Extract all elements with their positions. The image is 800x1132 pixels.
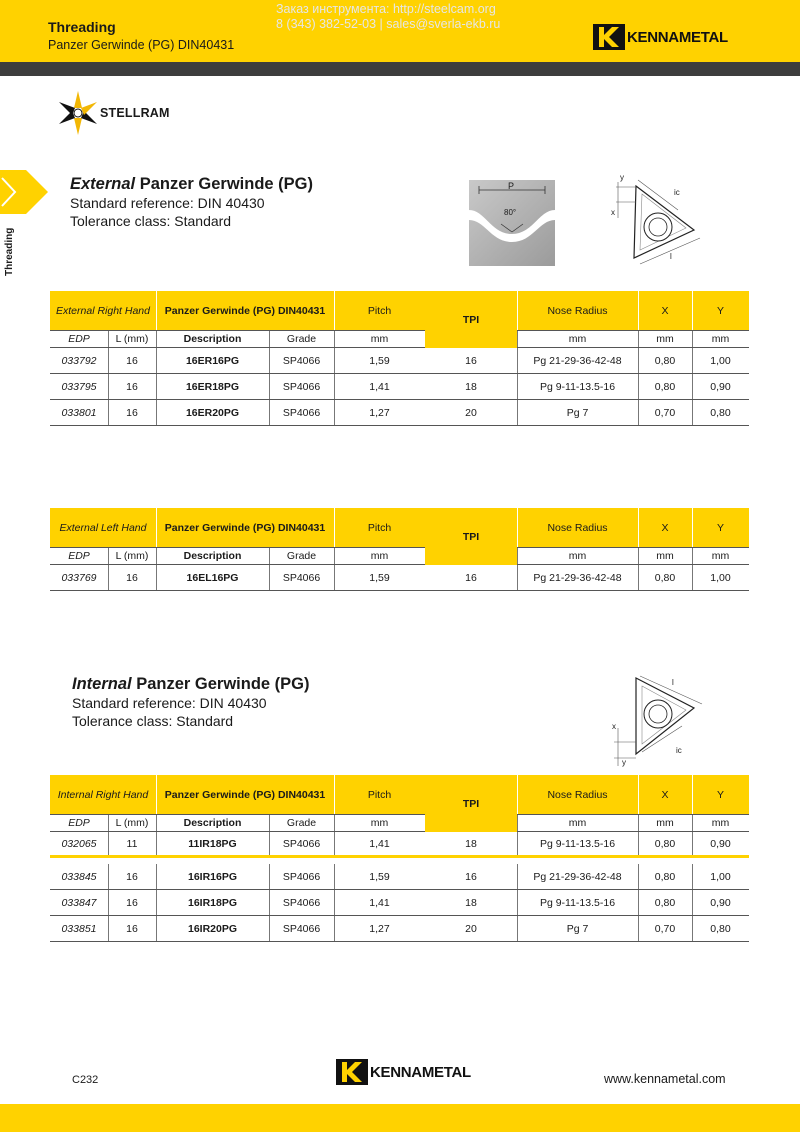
internal-insert-diagram (606, 668, 706, 768)
unit-cell: mm (568, 817, 587, 829)
pitch-header: Pitch (367, 304, 392, 317)
table-cell: 11IR18PG (188, 837, 237, 850)
table-cell: SP4066 (282, 380, 321, 393)
table-cell: Pg 7 (566, 406, 589, 419)
kennametal-mark-icon (593, 24, 625, 50)
unit-cell: mm (370, 333, 389, 345)
table-cell: 16 (126, 922, 138, 935)
y-header: Y (716, 304, 724, 317)
table-cell: 1,41 (369, 837, 390, 850)
table-cell: 0,70 (654, 406, 676, 419)
table-row (50, 832, 749, 858)
table-cell: 16ER16PG (185, 354, 240, 367)
table-group-header: Panzer Gerwinde (PG) DIN40431 (164, 304, 326, 317)
unit-cell: mm (656, 550, 674, 562)
table-cell: 18 (465, 380, 477, 393)
table-cell: 20 (465, 406, 477, 419)
profile-p-label: P (508, 181, 515, 191)
unit-cell: Description (183, 333, 242, 345)
internal-x-label: x (612, 722, 616, 731)
table-cell: Pg 9-11-13.5-16 (539, 380, 616, 393)
internal-ic-label: ic (676, 746, 682, 755)
insert-l-label: l (670, 252, 672, 261)
external-insert-diagram (606, 172, 706, 268)
unit-cell: mm (711, 550, 730, 562)
table-cell: 16 (465, 870, 477, 883)
table-cell: 16 (126, 406, 138, 419)
table-cell: SP4066 (282, 922, 321, 935)
table-cell: 16IR20PG (187, 922, 238, 935)
table-internal-right-hand (50, 775, 749, 942)
insert-ic-label: ic (674, 188, 680, 197)
side-tab-arrow-icon (0, 170, 50, 214)
table-cell: SP4066 (282, 837, 321, 850)
table-row (50, 565, 749, 591)
table-cell: 1,59 (369, 870, 390, 883)
unit-cell: Description (183, 550, 242, 562)
internal-tolerance: Tolerance class: Standard (72, 713, 234, 729)
unit-cell: Grade (286, 817, 317, 829)
table-cell: 16 (465, 571, 477, 584)
table-row (50, 916, 749, 942)
table-cell: 1,59 (369, 571, 390, 584)
order-info (276, 2, 500, 32)
unit-cell: mm (656, 333, 674, 345)
kennametal-wordmark: KENNAMETAL (370, 1063, 471, 1081)
table-units-row (50, 814, 749, 832)
table-row (50, 374, 749, 400)
x-header: X (661, 304, 669, 317)
table-cell: Pg 21-29-36-42-48 (533, 571, 622, 584)
table-row (50, 400, 749, 426)
table-cell: 0,80 (654, 837, 676, 850)
table-cell: SP4066 (282, 896, 321, 909)
internal-section-title (72, 675, 309, 694)
table-row (50, 890, 749, 916)
unit-cell: mm (711, 817, 730, 829)
table-cell: 11 (126, 837, 138, 850)
table-group-header: Panzer Gerwinde (PG) DIN40431 (164, 521, 326, 534)
header-dark-band (0, 62, 800, 76)
table-cell: 1,27 (369, 406, 390, 419)
unit-cell: Grade (286, 550, 317, 562)
nose-radius-header: Nose Radius (547, 304, 608, 317)
table-cell: 1,41 (369, 380, 390, 393)
internal-insert-icon (606, 668, 706, 768)
table-cell: SP4066 (282, 354, 321, 367)
table-label: External Left Hand (59, 521, 147, 534)
table-cell: 1,00 (710, 354, 731, 367)
table-cell: 0,90 (710, 380, 731, 393)
table-cell: 1,00 (710, 571, 731, 584)
table-cell: Pg 9-11-13.5-16 (539, 837, 616, 850)
table-cell: Pg 21-29-36-42-48 (533, 870, 622, 883)
table-cell: 0,80 (654, 896, 676, 909)
table-cell: 1,59 (369, 354, 390, 367)
table-cell: 16 (126, 354, 138, 367)
table-cell: 033851 (61, 922, 97, 935)
table-cell: 16 (126, 380, 138, 393)
kennametal-mark-icon (336, 1059, 368, 1085)
table-cell: 16 (465, 354, 477, 367)
table-units-row (50, 547, 749, 565)
internal-title-italic: Internal (72, 675, 132, 693)
unit-cell: mm (568, 333, 587, 345)
table-cell: 0,70 (654, 922, 676, 935)
footer-band (0, 1104, 800, 1132)
table-units-row (50, 330, 749, 348)
table-external-left-hand (50, 508, 749, 591)
unit-cell: mm (370, 550, 389, 562)
table-cell: 16 (126, 870, 138, 883)
table-cell: 18 (465, 896, 477, 909)
table-group-header: Panzer Gerwinde (PG) DIN40431 (164, 788, 326, 801)
table-cell: 032065 (61, 837, 97, 850)
side-tab-label: Threading (4, 227, 15, 276)
thread-profile-diagram (469, 180, 555, 266)
unit-cell: mm (711, 333, 730, 345)
internal-title-rest: Panzer Gerwinde (PG) (131, 675, 310, 693)
table-cell: 16 (126, 571, 138, 584)
y-header: Y (716, 788, 724, 801)
unit-cell: L (mm) (115, 550, 149, 562)
internal-l-label: l (672, 678, 674, 687)
kennametal-logo-footer (336, 1059, 471, 1085)
unit-cell: Description (183, 817, 242, 829)
unit-cell: EDP (68, 550, 90, 562)
kennametal-logo-header (593, 24, 728, 50)
table-cell: SP4066 (282, 571, 321, 584)
insert-y-label: y (620, 173, 624, 182)
order-line-2[interactable]: 8 (343) 382-52-03 | sales@sverla-ekb.ru (276, 17, 501, 31)
table-cell: 033801 (61, 406, 97, 419)
order-line-1[interactable]: Заказ инструмента: http://steelcam.org (276, 2, 496, 16)
insert-x-label: x (611, 208, 615, 217)
unit-cell: Grade (286, 333, 317, 345)
table-cell: 033845 (61, 870, 97, 883)
table-cell: 1,27 (369, 922, 390, 935)
table-label: External Right Hand (56, 304, 150, 317)
table-cell: 0,80 (654, 380, 676, 393)
table-cell: 16 (126, 896, 138, 909)
table-cell: 0,90 (710, 837, 731, 850)
table-cell: 033792 (61, 354, 97, 367)
table-cell: 0,80 (654, 354, 676, 367)
table-cell: 16ER20PG (185, 406, 240, 419)
tpi-header: TPI (425, 291, 517, 348)
y-header: Y (716, 521, 724, 534)
page-subtitle: Panzer Gerwinde (PG) DIN40431 (48, 38, 235, 52)
stellram-star-icon (58, 90, 98, 136)
unit-cell: mm (568, 550, 587, 562)
unit-cell: mm (370, 817, 389, 829)
unit-cell: mm (656, 817, 674, 829)
table-cell: 0,90 (710, 896, 731, 909)
table-cell: Pg 9-11-13.5-16 (539, 896, 616, 909)
pitch-header: Pitch (367, 788, 392, 801)
table-cell: 0,80 (654, 870, 676, 883)
external-insert-icon (606, 172, 706, 268)
table-cell: 18 (465, 837, 477, 850)
unit-cell: L (mm) (115, 333, 149, 345)
unit-cell: EDP (68, 817, 90, 829)
table-header-row (50, 508, 749, 547)
page-code: C232 (72, 1074, 99, 1086)
table-row (50, 348, 749, 374)
unit-cell: L (mm) (115, 817, 149, 829)
table-row (50, 864, 749, 890)
table-cell: 16IR16PG (187, 870, 238, 883)
table-cell: 033847 (61, 896, 97, 909)
thread-profile-icon (469, 180, 555, 266)
table-cell: SP4066 (282, 870, 321, 883)
table-cell: 0,80 (710, 406, 731, 419)
external-standard: Standard reference: DIN 40430 (70, 195, 265, 211)
table-cell: 1,00 (710, 870, 731, 883)
internal-y-label: y (622, 758, 626, 767)
stellram-wordmark: STELLRAM (100, 106, 170, 120)
table-header-row (50, 775, 749, 814)
stellram-logo (58, 90, 170, 136)
table-external-right-hand (50, 291, 749, 426)
table-cell: SP4066 (282, 406, 321, 419)
x-header: X (661, 788, 669, 801)
table-cell: 16EL16PG (186, 571, 239, 584)
table-label: Internal Right Hand (57, 788, 149, 801)
unit-cell: EDP (68, 333, 90, 345)
nose-radius-header: Nose Radius (547, 521, 608, 534)
table-cell: 20 (465, 922, 477, 935)
table-cell: 033795 (61, 380, 97, 393)
external-title-rest: Panzer Gerwinde (PG) (135, 175, 313, 193)
table-header-row (50, 291, 749, 330)
table-cell: 0,80 (710, 922, 731, 935)
footer-url[interactable]: www.kennametal.com (604, 1072, 726, 1086)
external-section-title (70, 175, 313, 194)
table-cell: 16IR18PG (187, 896, 238, 909)
table-cell: Pg 21-29-36-42-48 (533, 354, 622, 367)
external-tolerance: Tolerance class: Standard (70, 213, 232, 229)
x-header: X (661, 521, 669, 534)
page-title: Threading (48, 19, 116, 35)
table-cell: 1,41 (369, 896, 390, 909)
pitch-header: Pitch (367, 521, 392, 534)
profile-angle-label: 80° (504, 208, 517, 217)
table-cell: 033769 (61, 571, 97, 584)
external-title-italic: External (70, 175, 136, 193)
table-cell: 16ER18PG (185, 380, 240, 393)
table-cell: Pg 7 (566, 922, 589, 935)
tpi-header: TPI (425, 508, 517, 565)
tpi-header: TPI (425, 775, 517, 832)
internal-standard: Standard reference: DIN 40430 (72, 695, 267, 711)
nose-radius-header: Nose Radius (547, 788, 608, 801)
kennametal-wordmark: KENNAMETAL (627, 28, 728, 46)
table-cell: 0,80 (654, 571, 676, 584)
